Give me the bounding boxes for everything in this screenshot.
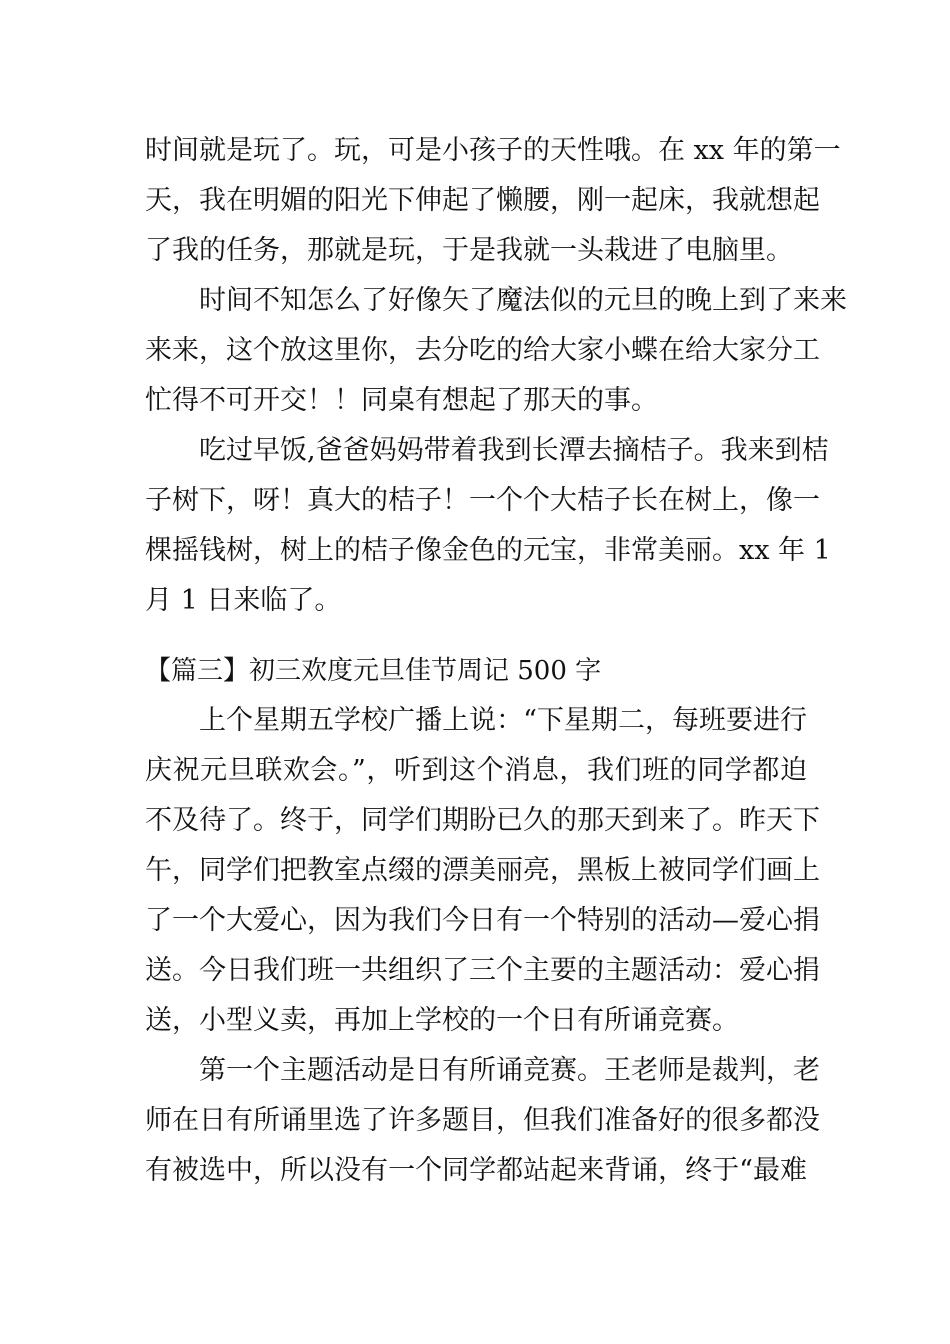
paragraph-line: 第一个主题活动是日有所诵竞赛。王老师是裁判，老 — [199, 1055, 820, 1086]
paragraph-line: 师在日有所诵里选了许多题目，但我们准备好的很多都没 — [145, 1105, 820, 1136]
paragraph-line: 天，我在明媚的阳光下伸起了懒腰，刚一起床，我就想起 — [145, 185, 820, 216]
paragraph-line: 时间就是玩了。玩，可是小孩子的天性哦。在 xx 年的第一 — [145, 135, 841, 166]
section-heading: 【篇三】初三欢度元旦佳节周记 500 字 — [145, 656, 602, 686]
paragraph-line: 庆祝元旦联欢会。”，听到这个消息，我们班的同学都迫 — [145, 755, 807, 786]
paragraph-line: 不及待了。终于，同学们期盼已久的那天到来了。昨天下 — [145, 805, 820, 836]
paragraph-line: 送，小型义卖，再加上学校的一个日有所诵竞赛。 — [145, 1005, 739, 1036]
paragraph-line: 午，同学们把教室点缀的漂美丽亮，黑板上被同学们画上 — [145, 855, 820, 886]
paragraph-line: 棵摇钱树，树上的桔子像金色的元宝，非常美丽。xx 年 1 — [145, 535, 831, 566]
paragraph-line: 上个星期五学校广播上说：“下星期二，每班要进行 — [199, 705, 807, 736]
paragraph-line: 子树下，呀！真大的桔子！一个个大桔子长在树上，像一 — [145, 485, 820, 516]
paragraph-line: 时间不知怎么了好像矢了魔法似的元旦的晚上到了来来 — [199, 285, 847, 316]
paragraph-line: 忙得不可开交！！同桌有想起了那天的事。 — [145, 385, 658, 416]
paragraph-line: 月 1 日来临了。 — [145, 585, 342, 616]
paragraph-line: 吃过早饭,爸爸妈妈带着我到长潭去摘桔子。我来到桔 — [199, 435, 829, 466]
paragraph-line: 送。今日我们班一共组织了三个主要的主题活动：爱心捐 — [145, 955, 820, 986]
paragraph-line: 了我的任务，那就是玩，于是我就一头栽进了电脑里。 — [145, 235, 793, 266]
paragraph-line: 来来，这个放这里你，去分吃的给大家小蝶在给大家分工 — [145, 335, 820, 366]
paragraph-line: 有被选中，所以没有一个同学都站起来背诵，终于“最难 — [145, 1155, 807, 1186]
paragraph-line: 了一个大爱心，因为我们今日有一个特别的活动—爱心捐 — [145, 905, 820, 936]
